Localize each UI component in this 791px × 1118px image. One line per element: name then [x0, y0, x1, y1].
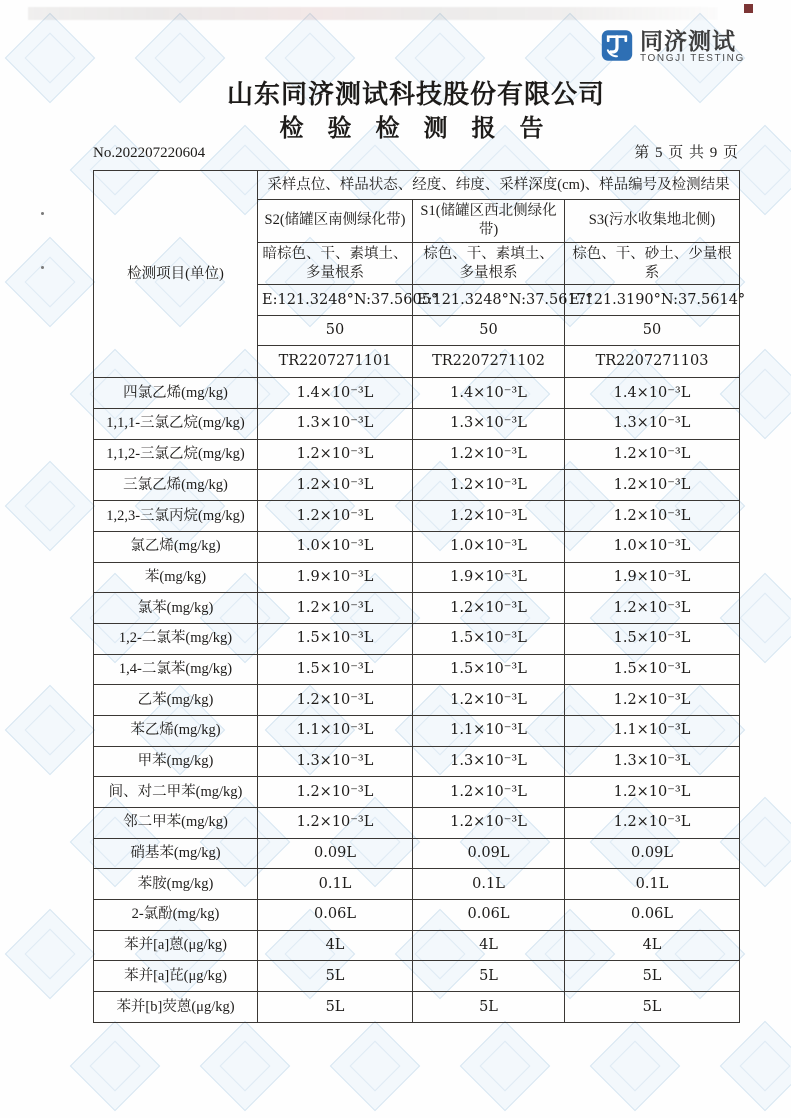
analyte-name-cell: 三氯乙烯(mg/kg)	[94, 470, 258, 501]
result-cell: 4L	[258, 930, 413, 961]
analyte-row	[94, 838, 740, 869]
analyte-row	[94, 501, 740, 532]
scan-dot	[41, 266, 44, 269]
result-cell: 5L	[565, 961, 740, 992]
result-cell: 1.3×10⁻³L	[565, 746, 740, 777]
result-cell: 0.09L	[258, 838, 413, 869]
sample-state-cell: 棕色、干、素填土、多量根系	[413, 242, 565, 285]
result-cell: 1.1×10⁻³L	[258, 715, 413, 746]
logo-name-en: TONGJI TESTING	[640, 53, 745, 64]
result-cell: 1.1×10⁻³L	[565, 715, 740, 746]
result-cell: 1.3×10⁻³L	[413, 746, 565, 777]
span-header-cell: 采样点位、样品状态、经度、纬度、采样深度(cm)、样品编号及检测结果	[258, 171, 740, 200]
tongji-logo-icon	[601, 29, 633, 62]
analyte-row	[94, 930, 740, 961]
analyte-row	[94, 777, 740, 808]
analyte-name-cell: 苯并[b]荧蒽(μg/kg)	[94, 992, 258, 1023]
sample-no-cell: TR2207271103	[565, 346, 740, 378]
result-cell: 0.1L	[258, 869, 413, 900]
result-cell: 1.2×10⁻³L	[258, 501, 413, 532]
result-cell: 1.9×10⁻³L	[413, 562, 565, 593]
analyte-name-cell: 2-氯酚(mg/kg)	[94, 900, 258, 931]
analyte-name-cell: 1,2,3-三氯丙烷(mg/kg)	[94, 501, 258, 532]
depth-cell: 50	[565, 316, 740, 346]
analyte-row	[94, 808, 740, 839]
analyte-row	[94, 961, 740, 992]
logo	[601, 29, 745, 65]
analyte-name-cell: 苯并[a]蒽(μg/kg)	[94, 930, 258, 961]
result-cell: 1.2×10⁻³L	[413, 808, 565, 839]
logo-name-cn: 同济测试	[640, 28, 736, 54]
analyte-name-cell: 苯并[a]芘(μg/kg)	[94, 961, 258, 992]
report-number: No.202207220604	[93, 145, 206, 161]
result-cell: 5L	[565, 992, 740, 1023]
result-cell: 1.3×10⁻³L	[413, 409, 565, 440]
result-cell: 1.2×10⁻³L	[565, 470, 740, 501]
analyte-row	[94, 409, 740, 440]
report-title: 检 验 检 测 报 告	[279, 116, 553, 142]
result-cell: 1.4×10⁻³L	[565, 378, 740, 409]
logo-text	[640, 29, 745, 65]
result-cell: 1.5×10⁻³L	[565, 654, 740, 685]
site-header-cell: S1(储罐区西北侧绿化带)	[413, 200, 565, 243]
analyte-name-cell: 1,2-二氯苯(mg/kg)	[94, 623, 258, 654]
analyte-name-cell: 乙苯(mg/kg)	[94, 685, 258, 716]
result-cell: 0.1L	[565, 869, 740, 900]
result-cell: 0.09L	[413, 838, 565, 869]
result-cell: 5L	[413, 961, 565, 992]
result-cell: 1.2×10⁻³L	[413, 501, 565, 532]
result-cell: 1.2×10⁻³L	[413, 685, 565, 716]
results-table	[93, 170, 746, 1023]
result-cell: 1.2×10⁻³L	[258, 470, 413, 501]
result-cell: 1.2×10⁻³L	[565, 593, 740, 624]
analyte-row	[94, 562, 740, 593]
analyte-row	[94, 439, 740, 470]
red-stamp-mark	[744, 4, 753, 13]
result-cell: 0.06L	[565, 900, 740, 931]
analyte-name-cell: 苯乙烯(mg/kg)	[94, 715, 258, 746]
result-cell: 1.2×10⁻³L	[258, 777, 413, 808]
result-cell: 0.09L	[565, 838, 740, 869]
result-cell: 1.4×10⁻³L	[413, 378, 565, 409]
analyte-row	[94, 715, 740, 746]
result-cell: 1.3×10⁻³L	[258, 409, 413, 440]
analyte-row	[94, 685, 740, 716]
result-cell: 1.2×10⁻³L	[565, 685, 740, 716]
analyte-name-cell: 间、对二甲苯(mg/kg)	[94, 777, 258, 808]
analyte-row	[94, 593, 740, 624]
sample-state-cell: 暗棕色、干、素填土、多量根系	[258, 242, 413, 285]
result-cell: 1.2×10⁻³L	[258, 439, 413, 470]
analyte-name-cell: 氯乙烯(mg/kg)	[94, 531, 258, 562]
result-cell: 1.2×10⁻³L	[258, 593, 413, 624]
result-cell: 0.1L	[413, 869, 565, 900]
analyte-name-cell: 苯(mg/kg)	[94, 562, 258, 593]
sample-state-cell: 棕色、干、砂土、少量根系	[565, 242, 740, 285]
result-cell: 1.2×10⁻³L	[565, 808, 740, 839]
result-cell: 5L	[258, 992, 413, 1023]
company-title: 山东同济测试科技股份有限公司	[226, 80, 605, 109]
analyte-name-cell: 四氯乙烯(mg/kg)	[94, 378, 258, 409]
result-cell: 1.2×10⁻³L	[258, 808, 413, 839]
coordinates-cell: E:121.3190°N:37.5614°	[565, 285, 740, 316]
analyte-row	[94, 470, 740, 501]
result-cell: 1.0×10⁻³L	[565, 531, 740, 562]
result-cell: 1.2×10⁻³L	[413, 470, 565, 501]
result-cell: 1.0×10⁻³L	[413, 531, 565, 562]
result-cell: 1.2×10⁻³L	[565, 777, 740, 808]
result-cell: 1.2×10⁻³L	[413, 593, 565, 624]
report-meta-row	[93, 141, 739, 162]
scan-artifact-band	[28, 7, 718, 20]
result-cell: 1.9×10⁻³L	[258, 562, 413, 593]
result-cell: 1.5×10⁻³L	[565, 623, 740, 654]
analyte-row	[94, 623, 740, 654]
result-cell: 1.4×10⁻³L	[258, 378, 413, 409]
analyte-name-cell: 苯胺(mg/kg)	[94, 869, 258, 900]
analyte-name-cell: 氯苯(mg/kg)	[94, 593, 258, 624]
result-cell: 0.06L	[258, 900, 413, 931]
result-cell: 1.2×10⁻³L	[565, 439, 740, 470]
result-cell: 1.2×10⁻³L	[565, 501, 740, 532]
analyte-row	[94, 992, 740, 1023]
result-cell: 0.06L	[413, 900, 565, 931]
result-cell: 1.3×10⁻³L	[258, 746, 413, 777]
depth-cell: 50	[413, 316, 565, 346]
analyte-name-cell: 邻二甲苯(mg/kg)	[94, 808, 258, 839]
analyte-name-cell: 甲苯(mg/kg)	[94, 746, 258, 777]
depth-cell: 50	[258, 316, 413, 346]
result-cell: 1.2×10⁻³L	[413, 777, 565, 808]
result-cell: 1.5×10⁻³L	[413, 623, 565, 654]
site-header-cell: S3(污水收集地北侧)	[565, 200, 740, 243]
result-cell: 5L	[413, 992, 565, 1023]
analyte-name-cell: 1,4-二氯苯(mg/kg)	[94, 654, 258, 685]
result-cell: 1.2×10⁻³L	[258, 685, 413, 716]
result-cell: 1.0×10⁻³L	[258, 531, 413, 562]
result-cell: 5L	[258, 961, 413, 992]
result-cell: 4L	[413, 930, 565, 961]
analyte-row	[94, 654, 740, 685]
result-cell: 1.5×10⁻³L	[258, 623, 413, 654]
page-indicator: 第 5 页 共 9 页	[634, 145, 739, 161]
analyte-name-cell: 1,1,1-三氯乙烷(mg/kg)	[94, 409, 258, 440]
result-cell: 1.1×10⁻³L	[413, 715, 565, 746]
analyte-row	[94, 378, 740, 409]
analyte-name-cell: 硝基苯(mg/kg)	[94, 838, 258, 869]
result-cell: 1.9×10⁻³L	[565, 562, 740, 593]
analyte-row	[94, 746, 740, 777]
analyte-row	[94, 900, 740, 931]
result-cell: 1.5×10⁻³L	[413, 654, 565, 685]
site-header-cell: S2(储罐区南侧绿化带)	[258, 200, 413, 243]
sample-no-cell: TR2207271102	[413, 346, 565, 378]
scan-dot	[41, 212, 44, 215]
analyte-name-cell: 1,1,2-三氯乙烷(mg/kg)	[94, 439, 258, 470]
analyte-row	[94, 531, 740, 562]
result-cell: 4L	[565, 930, 740, 961]
coordinates-cell: E:121.3248°N:37.5605°	[258, 285, 413, 316]
sample-no-cell: TR2207271101	[258, 346, 413, 378]
table-header-row	[94, 171, 740, 200]
result-cell: 1.5×10⁻³L	[258, 654, 413, 685]
result-cell: 1.3×10⁻³L	[565, 409, 740, 440]
corner-cell: 检测项目(单位)	[94, 171, 258, 378]
coordinates-cell: E:121.3248°N:37.5617°	[413, 285, 565, 316]
result-cell: 1.2×10⁻³L	[413, 439, 565, 470]
analyte-row	[94, 869, 740, 900]
